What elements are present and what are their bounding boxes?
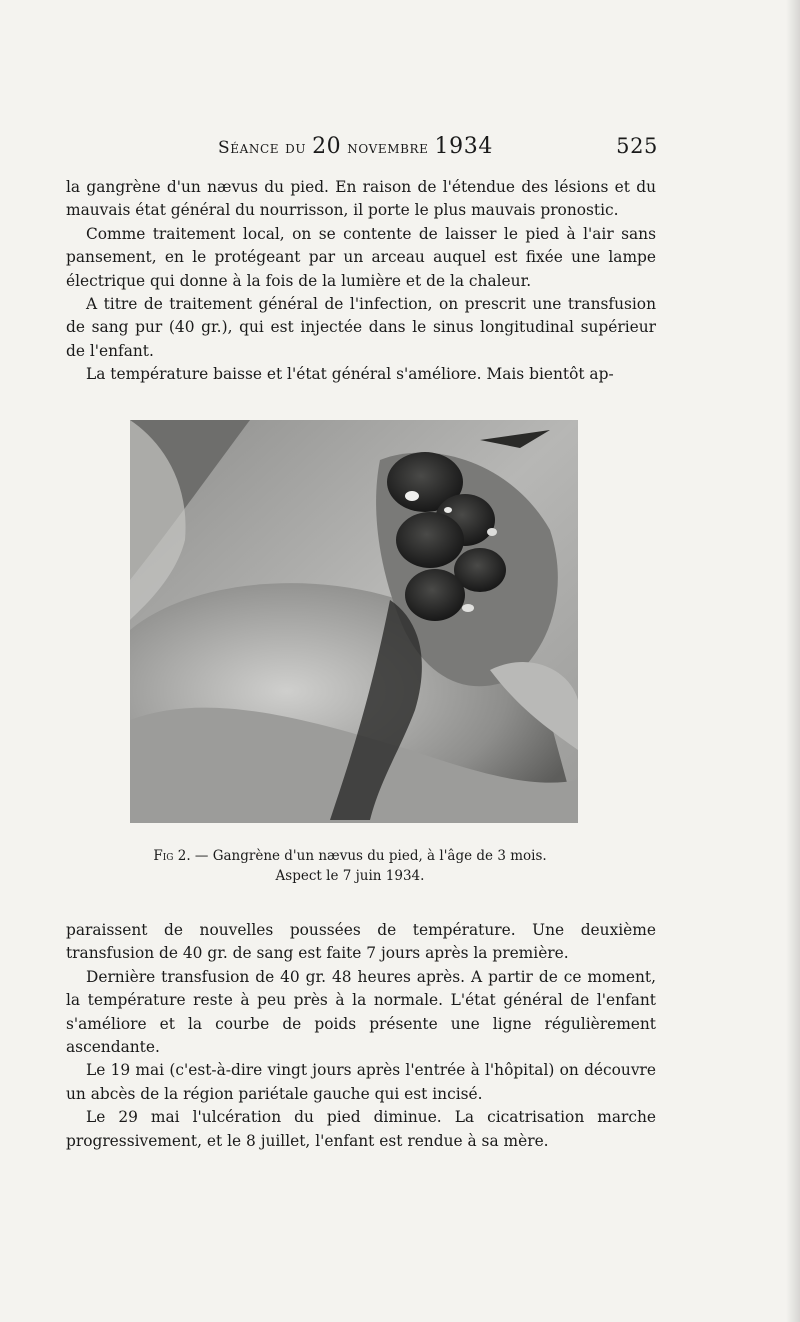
caption-text-1: — Gangrène d'un nævus du pied, à l'âge de 3 mois.: [190, 848, 547, 864]
body-text-top: [66, 176, 656, 387]
foot-photo-image: [130, 420, 578, 823]
paragraph: Comme traitement local, on se contente de laisser le pied à l'air sans pansement, en le protégeant par un arceau auquel est fixée une lampe électrique qui donne à la fois de la lumière et de la chaleur.: [66, 224, 656, 290]
figure-photograph: [130, 420, 578, 823]
figure-label: Fig 2.: [153, 848, 191, 864]
paragraph: Le 29 mai l'ulcération du pied diminue. La cicatrisation marche progressivement, et le 8 juillet, l'enfant est rendue à sa mère.: [66, 1108, 656, 1150]
running-title-prefix: Séance du: [218, 138, 313, 158]
running-title-day: 20: [312, 134, 342, 159]
paragraph: paraissent de nouvelles poussées de température. Une deuxième transfusion de 40 gr. de sang est faite 7 jours après la première.: [66, 921, 656, 963]
page-number: 525: [616, 134, 658, 158]
paragraph: La température baisse et l'état général s'améliore. Mais bientôt ap-: [86, 365, 614, 384]
page-edge-shadow: [786, 0, 800, 1322]
paragraph: Dernière transfusion de 40 gr. 48 heures après. A partir de ce moment, la température reste à peu près à la normale. L'état général de l'enfant s'améliore et la courbe de poids présente une ligne régulièrement ascendante.: [66, 967, 656, 1057]
body-text-bottom: [66, 919, 656, 1153]
running-title-month: novembre: [341, 138, 435, 158]
running-title: [218, 134, 493, 159]
paragraph: A titre de traitement général de l'infection, on prescrit une transfusion de sang pur (40 gr.), qui est injectée dans le sinus longitudinal supérieur de l'enfant.: [66, 295, 656, 360]
figure-caption: [100, 846, 600, 886]
paragraph: la gangrène d'un nævus du pied. En raison de l'étendue des lésions et du mauvais état général du nourrisson, il porte le plus mauvais pronostic.: [66, 178, 656, 220]
running-title-year: 1934: [434, 134, 493, 159]
caption-line-1: [100, 846, 600, 866]
caption-line-2: Aspect le 7 juin 1934.: [275, 868, 425, 884]
running-header: [218, 132, 658, 160]
paragraph: Le 19 mai (c'est-à-dire vingt jours après l'entrée à l'hôpital) on découvre un abcès de la région pariétale gauche qui est incisé.: [66, 1061, 656, 1103]
